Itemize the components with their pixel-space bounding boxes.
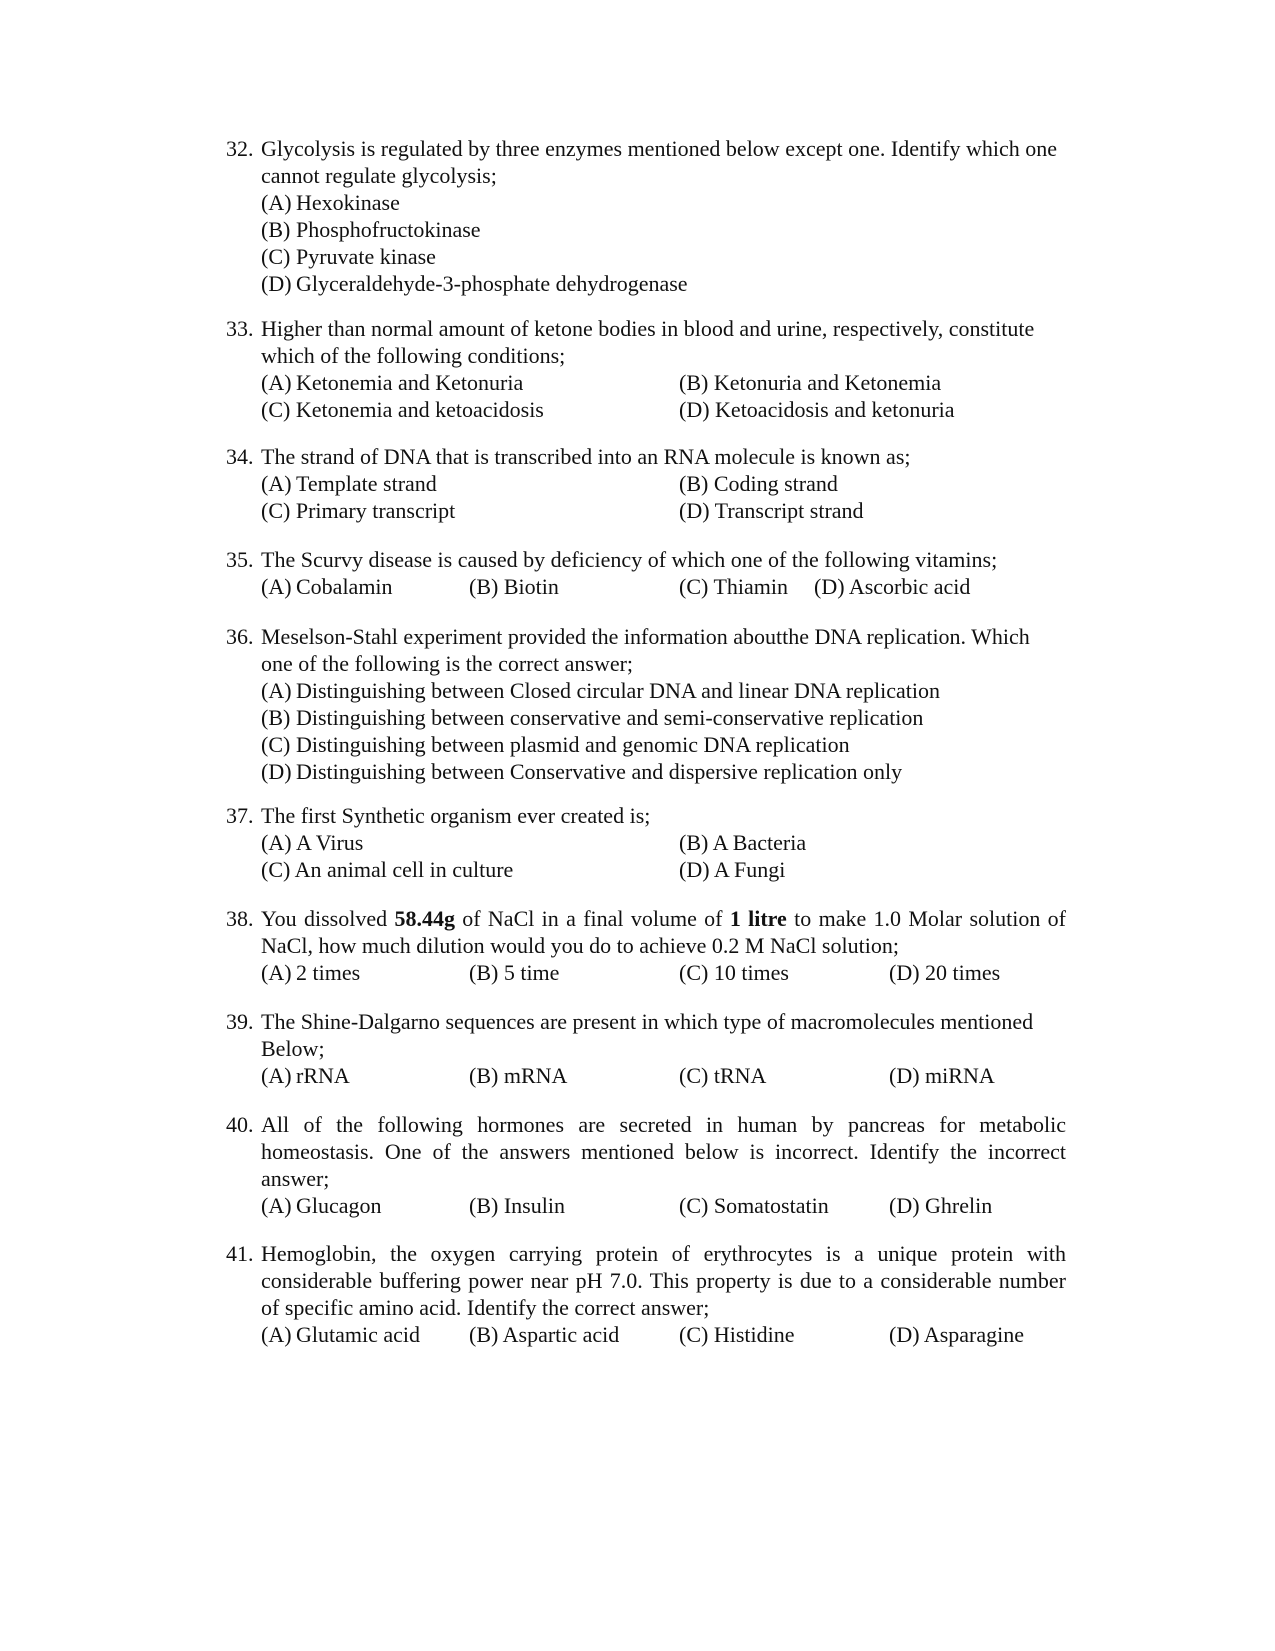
option-a: (A) Glutamic acid	[261, 1322, 421, 1347]
option-b: (B) Insulin	[469, 1193, 565, 1218]
question-32	[226, 135, 1066, 297]
option-row	[261, 396, 1066, 423]
option-c: (C) Pyruvate kinase	[261, 244, 436, 269]
question-text: The Shine-Dalgarno sequences are present in which type of macromolecules mentioned Below;	[261, 1009, 1034, 1061]
question-number: 34.	[226, 444, 254, 469]
option-row	[261, 573, 1066, 600]
question-text: All of the following hormones are secreted in human by pancreas for metabolic homeostasis. One of the answers mentioned below is incorrect. Identify the incorrect answer;	[261, 1112, 1066, 1191]
option-a: (A) Glucagon	[261, 1193, 382, 1218]
option-c: (C) Histidine	[679, 1322, 795, 1347]
option-a: (A) Cobalamin	[261, 574, 393, 599]
option-row	[261, 731, 1066, 758]
option-d: (D) A Fungi	[679, 857, 786, 882]
option-c: (C) An animal cell in culture	[261, 857, 514, 882]
option-a: (A) Template strand	[261, 471, 437, 496]
option-d: (D) 20 times	[889, 960, 1001, 985]
option-c: (C) Primary transcript	[261, 498, 456, 523]
option-b: (B) A Bacteria	[679, 830, 807, 855]
question-number: 40.	[226, 1112, 254, 1137]
question-number: 37.	[226, 803, 254, 828]
option-d: (D) miRNA	[889, 1063, 995, 1088]
volume-value: 1 litre	[729, 906, 787, 931]
question-41	[226, 1240, 1066, 1348]
option-d: (D) Glyceraldehyde-3-phosphate dehydrogenase	[261, 271, 688, 296]
option-c: (C) Somatostatin	[679, 1193, 829, 1218]
option-row	[261, 189, 1066, 216]
option-b: (B) Distinguishing between conservative and semi-conservative replication	[261, 705, 924, 730]
question-text: The strand of DNA that is transcribed into an RNA molecule is known as;	[261, 444, 911, 469]
option-row	[261, 829, 1066, 856]
option-d: (D) Transcript strand	[679, 498, 864, 523]
option-b: (B) Ketonuria and Ketonemia	[679, 370, 942, 395]
option-c: (C) Ketonemia and ketoacidosis	[261, 397, 544, 422]
question-text: Meselson-Stahl experiment provided the information aboutthe DNA replication. Which one of the following is the correct answer;	[261, 624, 1030, 676]
option-row	[261, 497, 1066, 524]
option-row	[261, 1321, 1066, 1348]
question-34	[226, 443, 1066, 524]
option-row	[261, 243, 1066, 270]
question-36	[226, 623, 1066, 785]
option-row	[261, 1062, 1066, 1089]
question-text: Hemoglobin, the oxygen carrying protein of erythrocytes is a unique protein with considerable buffering power near pH 7.0. This property is due to a considerable number of specific amino acid. Identify the correct answer;	[261, 1241, 1066, 1320]
question-38	[226, 905, 1066, 986]
option-b: (B) 5 time	[469, 960, 560, 985]
option-a: (A) 2 times	[261, 960, 361, 985]
question-39	[226, 1008, 1066, 1089]
option-row	[261, 216, 1066, 243]
option-a: (A) Hexokinase	[261, 190, 400, 215]
option-c: (C) tRNA	[679, 1063, 767, 1088]
option-row	[261, 270, 1066, 297]
option-row	[261, 1192, 1066, 1219]
question-37	[226, 802, 1066, 883]
option-b: (B) Biotin	[469, 574, 559, 599]
question-number: 35.	[226, 547, 254, 572]
mass-value: 58.44g	[394, 906, 455, 931]
option-row	[261, 758, 1066, 785]
question-number: 39.	[226, 1009, 254, 1034]
question-number: 38.	[226, 906, 254, 931]
option-b: (B) mRNA	[469, 1063, 568, 1088]
option-a: (A) A Virus	[261, 830, 364, 855]
question-text: Higher than normal amount of ketone bodies in blood and urine, respectively, constitute which of the following conditions;	[261, 316, 1035, 368]
option-c: (C) Thiamin	[679, 574, 788, 599]
option-a: (A) Distinguishing between Closed circular DNA and linear DNA replication	[261, 678, 940, 703]
option-b: (B) Phosphofructokinase	[261, 217, 481, 242]
option-b: (B) Coding strand	[679, 471, 838, 496]
option-row	[261, 959, 1066, 986]
option-row	[261, 369, 1066, 396]
option-d: (D) Ghrelin	[889, 1193, 993, 1218]
option-c: (C) Distinguishing between plasmid and genomic DNA replication	[261, 732, 850, 757]
question-40	[226, 1111, 1066, 1219]
option-d: (D) Asparagine	[889, 1322, 1025, 1347]
question-number: 32.	[226, 136, 254, 161]
option-row	[261, 704, 1066, 731]
option-d: (D) Ascorbic acid	[814, 574, 971, 599]
option-d: (D) Ketoacidosis and ketonuria	[679, 397, 955, 422]
question-text: The first Synthetic organism ever created is;	[261, 803, 651, 828]
option-a: (A) rRNA	[261, 1063, 350, 1088]
question-number: 33.	[226, 316, 254, 341]
option-a: (A) Ketonemia and Ketonuria	[261, 370, 524, 395]
question-35	[226, 546, 1066, 600]
question-33	[226, 315, 1066, 423]
question-number: 36.	[226, 624, 254, 649]
question-text: You dissolved 58.44g of NaCl in a final volume of 1 litre to make 1.0 Molar solution of NaCl, how much dilution would you do to achieve 0.2 M NaCl solution;	[261, 906, 1067, 958]
question-text: Glycolysis is regulated by three enzymes mentioned below except one. Identify which one cannot regulate glycolysis;	[261, 136, 1058, 188]
option-d: (D) Distinguishing between Conservative and dispersive replication only	[261, 759, 903, 784]
question-number: 41.	[226, 1241, 254, 1266]
option-row	[261, 856, 1066, 883]
option-c: (C) 10 times	[679, 960, 789, 985]
option-row	[261, 677, 1066, 704]
question-text: The Scurvy disease is caused by deficiency of which one of the following vitamins;	[261, 547, 998, 572]
option-b: (B) Aspartic acid	[469, 1322, 620, 1347]
option-row	[261, 470, 1066, 497]
